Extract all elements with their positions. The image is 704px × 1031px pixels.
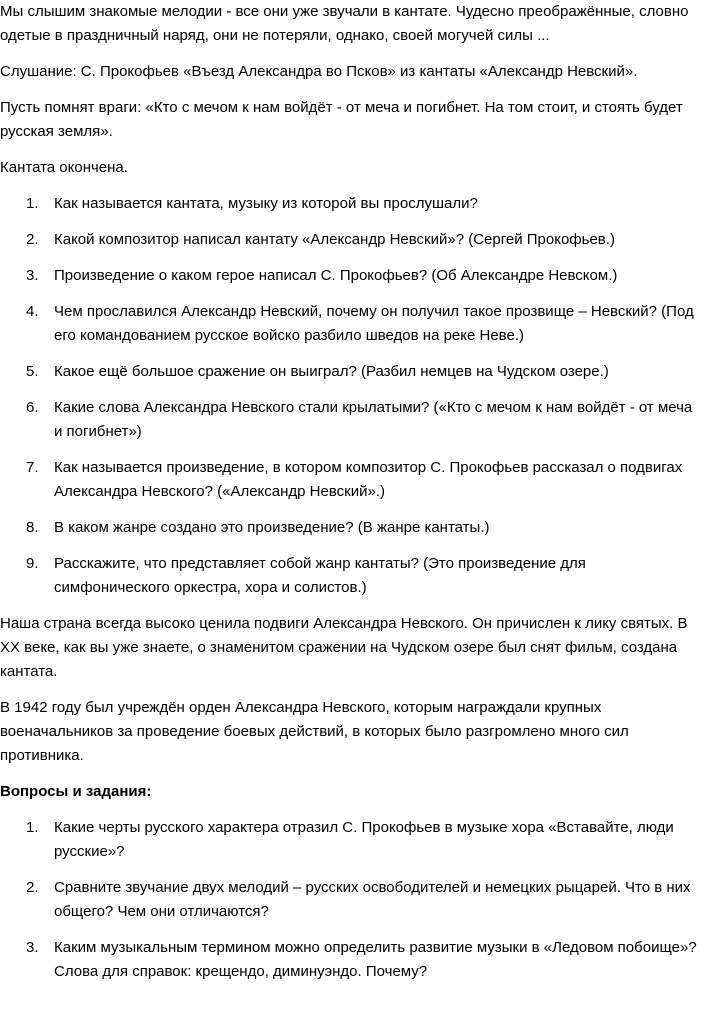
list-item-number: 3. <box>26 939 39 956</box>
history-paragraph: Наша страна всегда высоко ценила подвиги Александра Невского. Он причислен к лику святых. В XX веке, как вы уже знаете, о знаменитом сражении на Чудском озере был снят фильм, создана кантата. <box>0 615 688 680</box>
list-item-text: Какой композитор написал кантату «Александр Невский»? (Сергей Прокофьев.) <box>54 231 615 248</box>
list-item <box>0 192 700 216</box>
tasks-heading: Вопросы и задания: <box>0 783 152 800</box>
list-item-text: Какое ещё большое сражение он выиграл? (Разбил немцев на Чудском озере.) <box>54 363 609 380</box>
list-item-number: 1. <box>26 195 39 212</box>
list-item-text: Сравните звучание двух мелодий – русских освободителей и немецких рыцарей. Что в них общего? Чем они отличаются? <box>54 879 691 920</box>
list-item-text: Как называется произведение, в котором композитор С. Прокофьев рассказал о подвигах Александра Невского? («Александр Невский».) <box>54 459 683 500</box>
list-item-number: 4. <box>26 303 39 320</box>
list-item-number: 6. <box>26 399 39 416</box>
list-item-number: 3. <box>26 267 39 284</box>
list-item <box>0 936 700 984</box>
list-item-number: 8. <box>26 519 39 536</box>
list-item-text: Расскажите, что представляет собой жанр кантаты? (Это произведение для симфонического оркестра, хора и солистов.) <box>54 555 586 596</box>
quote-paragraph: Пусть помнят враги: «Кто с мечом к нам войдёт - от меча и погибнет. На том стоит, и стоять будет русская земля». <box>0 99 683 140</box>
list-item <box>0 816 700 864</box>
cantata-ended-paragraph: Кантата окончена. <box>0 159 128 176</box>
list-item-number: 1. <box>26 819 39 836</box>
list-item-number: 2. <box>26 231 39 248</box>
list-item <box>0 300 700 348</box>
list-item-number: 2. <box>26 879 39 896</box>
list-item-text: Произведение о каком герое написал С. Прокофьев? (Об Александре Невском.) <box>54 267 618 284</box>
list-item <box>0 264 700 288</box>
order-paragraph: В 1942 году был учреждён орден Александра Невского, которым награждали крупных военачальников за проведение боевых действий, в которых было разгромлено много сил противника. <box>0 699 629 764</box>
list-item-number: 7. <box>26 459 39 476</box>
list-item <box>0 876 700 924</box>
list-item-text: Каким музыкальным термином можно определить развитие музыки в «Ледовом побоище»? Слова для справок: крещендо, диминуэндо. Почему? <box>54 939 697 980</box>
list-item <box>0 228 700 252</box>
list-item <box>0 360 700 384</box>
list-item-text: В каком жанре создано это произведение? (В жанре кантаты.) <box>54 519 490 536</box>
list-item <box>0 396 700 444</box>
list-item-text: Как называется кантата, музыку из которой вы прослушали? <box>54 195 478 212</box>
list-item <box>0 552 700 600</box>
list-item-text: Какие черты русского характера отразил С. Прокофьев в музыке хора «Вставайте, люди русские»? <box>54 819 674 860</box>
questions-list-2 <box>0 816 700 984</box>
list-item-text: Чем прославился Александр Невский, почему он получил такое прозвище – Невский? (Под его командованием русское войско разбило шведов на реке Неве.) <box>54 303 694 344</box>
list-item-number: 5. <box>26 363 39 380</box>
list-item <box>0 516 700 540</box>
list-item-text: Какие слова Александра Невского стали крылатыми? («Кто с мечом к нам войдёт - от меча и погибнет») <box>54 399 693 440</box>
questions-list-1 <box>0 192 700 600</box>
list-item <box>0 456 700 504</box>
intro-paragraph: Мы слышим знакомые мелодии - все они уже звучали в кантате. Чудесно преображённые, словно одетые в праздничный наряд, они не потеряли, однако, своей могучей силы ... <box>0 3 689 44</box>
listening-paragraph: Слушание: С. Прокофьев «Въезд Александра во Псков» из кантаты «Александр Невский». <box>0 63 638 80</box>
list-item-number: 9. <box>26 555 39 572</box>
